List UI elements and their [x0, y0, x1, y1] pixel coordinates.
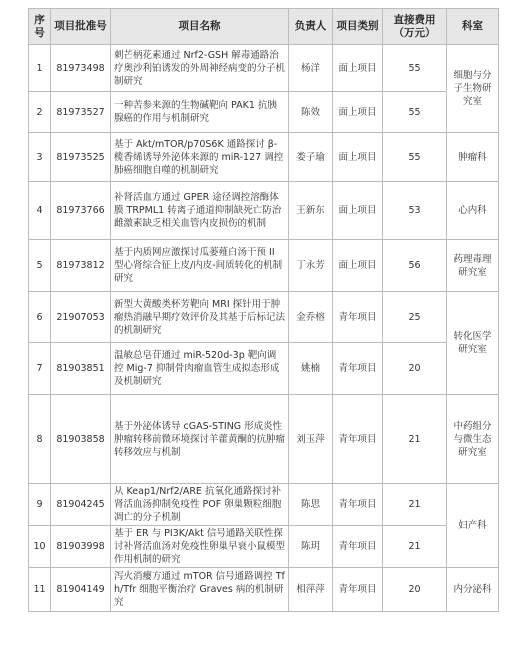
- direct-cost: 20: [383, 568, 447, 612]
- row-number: 2: [29, 92, 51, 133]
- table-row: [29, 292, 499, 343]
- project-name: 泻火消瘿方通过 mTOR 信号通路调控 Tfh/Tfr 细胞平衡治疗 Graves 病的机制研究: [111, 568, 289, 612]
- row-number: 10: [29, 526, 51, 568]
- approval-number: 81973527: [51, 92, 111, 133]
- project-name: 基于外泌体诱导 cGAS-STING 形成炎性肿瘤转移前微环境探讨羊藿黄酮的抗肿瘤转移效应与机制: [111, 395, 289, 484]
- row-number: 4: [29, 182, 51, 240]
- project-leader: 王新东: [289, 182, 333, 240]
- row-number: 1: [29, 45, 51, 92]
- project-leader: 丁永芳: [289, 240, 333, 292]
- project-category: 青年项目: [333, 526, 383, 568]
- approval-number: 81903998: [51, 526, 111, 568]
- row-number: 9: [29, 484, 51, 526]
- row-number: 3: [29, 133, 51, 182]
- department-cell: 转化医学研究室: [447, 292, 499, 395]
- table-row: [29, 240, 499, 292]
- project-leader: 刘玉萍: [289, 395, 333, 484]
- direct-cost: 55: [383, 133, 447, 182]
- header-category: 项目类别: [333, 9, 383, 45]
- row-number: 8: [29, 395, 51, 484]
- project-leader: 杨洋: [289, 45, 333, 92]
- approval-number: 81973525: [51, 133, 111, 182]
- approval-number: 81903858: [51, 395, 111, 484]
- project-leader: 相萍萍: [289, 568, 333, 612]
- direct-cost: 56: [383, 240, 447, 292]
- project-leader: 娄子瑜: [289, 133, 333, 182]
- projects-table: [28, 8, 499, 612]
- direct-cost: 55: [383, 45, 447, 92]
- approval-number: 81904245: [51, 484, 111, 526]
- approval-number: 21907053: [51, 292, 111, 343]
- project-category: 青年项目: [333, 568, 383, 612]
- project-name: 基于 ER 与 PI3K/Akt 信号通路关联性探讨补肾活血汤对免疫性卵巢早衰小鼠模型作用机制的研究: [111, 526, 289, 568]
- project-category: 青年项目: [333, 292, 383, 343]
- department-cell: 中药组分与微生态研究室: [447, 395, 499, 484]
- department-cell: 心内科: [447, 182, 499, 240]
- table-row: [29, 343, 499, 395]
- row-number: 11: [29, 568, 51, 612]
- direct-cost: 53: [383, 182, 447, 240]
- project-name: 温敏总皂苷通过 miR-520d-3p 靶向调控 Mig-7 抑制骨肉瘤血管生成拟态形成及机制研究: [111, 343, 289, 395]
- project-leader: 陈效: [289, 92, 333, 133]
- row-number: 5: [29, 240, 51, 292]
- project-leader: 陈玥: [289, 526, 333, 568]
- project-name: 新型大黄酸类杯芳靶向 MRI 探针用于肿瘤热消融早期疗效评价及其基于后标记法的机制研究: [111, 292, 289, 343]
- project-category: 面上项目: [333, 92, 383, 133]
- table-row: [29, 133, 499, 182]
- project-category: 面上项目: [333, 240, 383, 292]
- project-leader: 姚楠: [289, 343, 333, 395]
- project-category: 面上项目: [333, 133, 383, 182]
- table-row: [29, 484, 499, 526]
- project-category: 青年项目: [333, 484, 383, 526]
- header-leader: 负责人: [289, 9, 333, 45]
- approval-number: 81904149: [51, 568, 111, 612]
- project-name: 一种苦参来源的生物碱靶向 PAK1 抗胰腺癌的作用与机制研究: [111, 92, 289, 133]
- direct-cost: 21: [383, 395, 447, 484]
- department-cell: 妇产科: [447, 484, 499, 568]
- department-cell: 药理毒理研究室: [447, 240, 499, 292]
- project-leader: 陈思: [289, 484, 333, 526]
- table-row: [29, 182, 499, 240]
- department-cell: 内分泌科: [447, 568, 499, 612]
- project-category: 青年项目: [333, 343, 383, 395]
- table-row: [29, 45, 499, 92]
- table-row: [29, 92, 499, 133]
- approval-number: 81973812: [51, 240, 111, 292]
- project-name: 从 Keap1/Nrf2/ARE 抗氧化通路探讨补肾活血汤抑制免疫性 POF 卵巢颗粒细胞凋亡的分子机制: [111, 484, 289, 526]
- project-leader: 金乔榕: [289, 292, 333, 343]
- direct-cost: 20: [383, 343, 447, 395]
- direct-cost: 25: [383, 292, 447, 343]
- row-number: 7: [29, 343, 51, 395]
- project-category: 青年项目: [333, 395, 383, 484]
- header-project-name: 项目名称: [111, 9, 289, 45]
- department-cell: 肿瘤科: [447, 133, 499, 182]
- approval-number: 81973498: [51, 45, 111, 92]
- project-category: 面上项目: [333, 45, 383, 92]
- header-direct-cost: 直接费用（万元）: [383, 9, 447, 45]
- direct-cost: 21: [383, 484, 447, 526]
- approval-number: 81903851: [51, 343, 111, 395]
- header-department: 科室: [447, 9, 499, 45]
- table-header-row: [29, 9, 499, 45]
- project-name: 基于 Akt/mTOR/p70S6K 通路探讨 β-榄香烯诱导外泌体来源的 miR-127 调控肺癌细胞自噬的机制研究: [111, 133, 289, 182]
- department-cell: 细胞与分子生物研究室: [447, 45, 499, 133]
- project-name: 补肾活血方通过 GPER 途径调控溶酶体膜 TRPML1 转离子通道抑制缺死亡防治雌激素缺乏相关血管内皮损伤的机制: [111, 182, 289, 240]
- table-row: [29, 395, 499, 484]
- table-row: [29, 568, 499, 612]
- header-no: 序号: [29, 9, 51, 45]
- approval-number: 81973766: [51, 182, 111, 240]
- row-number: 6: [29, 292, 51, 343]
- project-name: 刺芒柄花素通过 Nrf2-GSH 解毒通路治疗奥沙利铂诱发的外周神经病变的分子机制研究: [111, 45, 289, 92]
- direct-cost: 21: [383, 526, 447, 568]
- project-category: 面上项目: [333, 182, 383, 240]
- direct-cost: 55: [383, 92, 447, 133]
- table-row: [29, 526, 499, 568]
- header-approval-number: 项目批准号: [51, 9, 111, 45]
- project-name: 基于内质网应激探讨瓜蒌薤白汤干预 II 型心肾综合征上皮/内皮-间质转化的机制研究: [111, 240, 289, 292]
